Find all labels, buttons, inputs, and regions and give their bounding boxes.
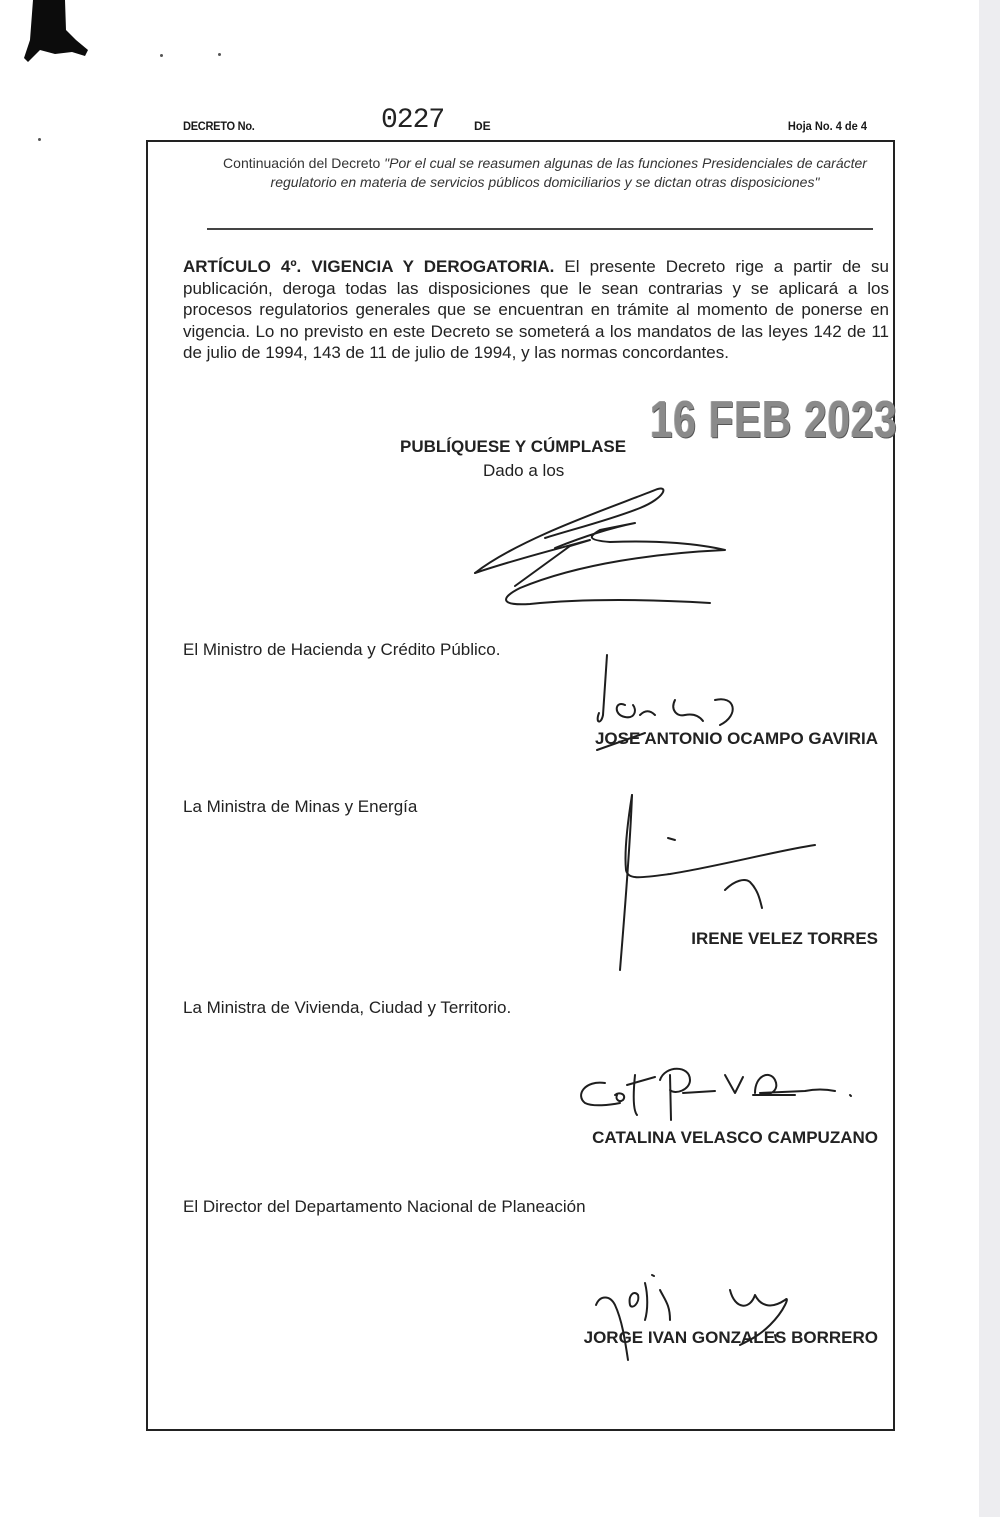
continuation-prefix: Continuación del Decreto bbox=[223, 155, 385, 171]
article-4 bbox=[183, 256, 889, 364]
signer-velez: IRENE VELEZ TORRES bbox=[691, 929, 878, 948]
article-body: El presente Decreto rige a partir de su publicación, deroga todas las disposiciones que le sean contrarias y se aplicará a los procesos regulatorios generales que se encuentran en trámite al momento de ponerse en vigencia. Lo no previsto en este Decreto se someterá a los mandatos de las leyes 142 de 11 de julio de 1994, 143 de 11 de julio de 1994, y las normas concordantes. bbox=[183, 257, 889, 363]
role-planeacion: El Director del Departamento Nacional de Planeación bbox=[183, 1197, 586, 1216]
signer-gonzalez: JORGE IVAN GONZALES BORRERO bbox=[583, 1328, 878, 1347]
role-vivienda: La Ministra de Vivienda, Ciudad y Territorio. bbox=[183, 998, 512, 1017]
date-stamp: 16 FEB 2023 bbox=[650, 391, 898, 449]
ink-blot-icon bbox=[0, 0, 100, 70]
role-hacienda: El Ministro de Hacienda y Crédito Público. bbox=[183, 640, 501, 659]
decree-title: "Por el cual se reasumen algunas de las funciones Presidenciales de carácter regulatorio en materia de servicios públicos domiciliarios y se dictan otras disposiciones" bbox=[270, 155, 867, 190]
decreto-number: 0227 bbox=[381, 105, 445, 136]
presidential-signature-icon bbox=[460, 478, 780, 608]
page-indicator: Hoja No. 4 de 4 bbox=[787, 119, 867, 133]
continuation-heading bbox=[200, 154, 890, 192]
signature-velez-icon bbox=[610, 790, 830, 980]
article-heading: ARTÍCULO 4º. VIGENCIA Y DEROGATORIA. bbox=[183, 257, 555, 276]
signer-ocampo: JOSE ANTONIO OCAMPO GAVIRIA bbox=[594, 729, 878, 748]
scan-speck bbox=[160, 54, 163, 57]
scan-speck bbox=[218, 53, 221, 56]
scan-speck bbox=[38, 138, 41, 141]
decreto-label: DECRETO No. bbox=[183, 119, 255, 133]
de-label: DE bbox=[474, 119, 491, 133]
dado-label: Dado a los bbox=[483, 461, 565, 480]
signature-velasco-icon bbox=[575, 1055, 865, 1125]
separator-line bbox=[207, 228, 873, 230]
role-minas: La Ministra de Minas y Energía bbox=[183, 797, 418, 816]
publiquese-label: PUBLÍQUESE Y CÚMPLASE bbox=[400, 437, 627, 456]
signer-velasco: CATALINA VELASCO CAMPUZANO bbox=[592, 1128, 878, 1147]
viewer-scroll-edge bbox=[979, 0, 1000, 1517]
signature-gonzalez-icon bbox=[590, 1265, 810, 1375]
